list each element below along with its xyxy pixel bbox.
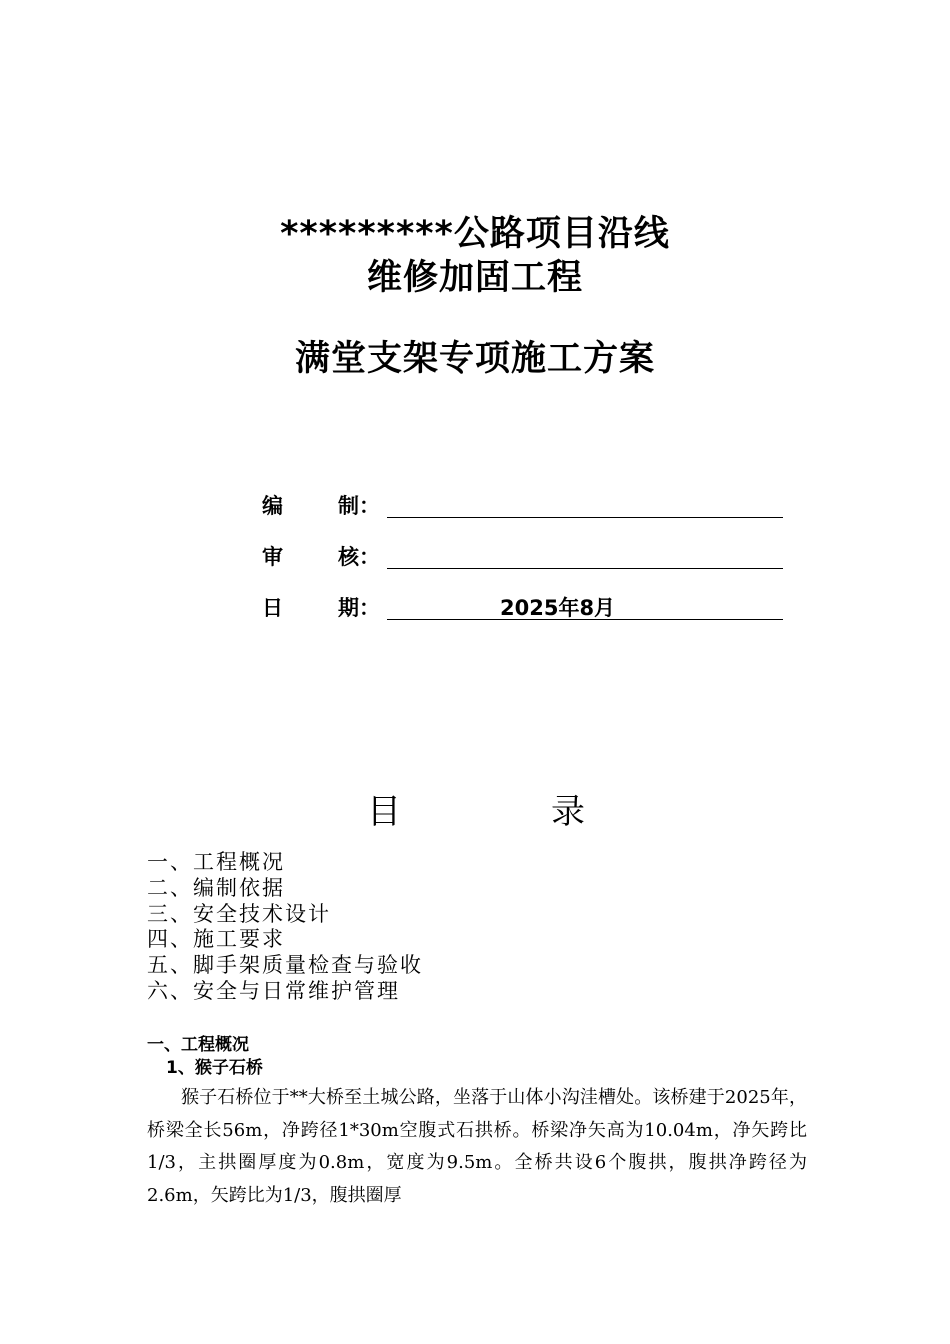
date-label <box>262 592 380 622</box>
toc-item: 六、安全与日常维护管理 <box>147 978 400 1003</box>
reviewer-line <box>387 540 783 569</box>
toc-list <box>147 850 423 1005</box>
reviewer-label-b: 核： <box>338 545 380 569</box>
date-label-a: 日 <box>262 596 283 620</box>
reviewer-label <box>262 541 380 571</box>
cover-title-line3: 满堂支架专项施工方案 <box>294 339 655 379</box>
toc-item: 五、脚手架质量检查与验收 <box>147 953 423 978</box>
toc-item: 二、编制依据 <box>147 875 285 900</box>
cover-title-line1: *********公路项目沿线 <box>280 214 670 254</box>
compiler-label <box>262 490 380 520</box>
date-label-b: 期： <box>338 596 380 620</box>
cover-title-line2: 维修加固工程 <box>366 258 583 298</box>
toc-heading-b: 录 <box>551 792 585 832</box>
subsection-heading: 1、猴子石桥 <box>166 1058 263 1078</box>
toc-item: 三、安全技术设计 <box>147 901 331 926</box>
toc-heading-a: 目 <box>367 792 401 832</box>
section-heading: 一、工程概况 <box>147 1035 249 1055</box>
toc-item: 四、施工要求 <box>147 927 285 952</box>
body-paragraph: 猴子石桥位于**大桥至土城公路，坐落于山体小沟洼槽处。该桥建于2025年，桥梁全长56m，净跨径1*30m空腹式石拱桥。桥梁净矢高为10.04m，净矢跨比1/3，主拱圈厚度为0.8m，宽度为9.5m。全桥共设6个腹拱，腹拱净跨径为2.6m，矢跨比为1/3，腹拱圈厚 <box>147 1087 807 1206</box>
toc-item: 一、工程概况 <box>147 850 285 874</box>
reviewer-label-a: 审 <box>262 545 283 569</box>
compiler-line <box>387 489 783 518</box>
date-value: 2025年8月 <box>500 596 616 620</box>
compiler-label-b: 制： <box>338 494 380 518</box>
compiler-label-a: 编 <box>262 494 283 518</box>
